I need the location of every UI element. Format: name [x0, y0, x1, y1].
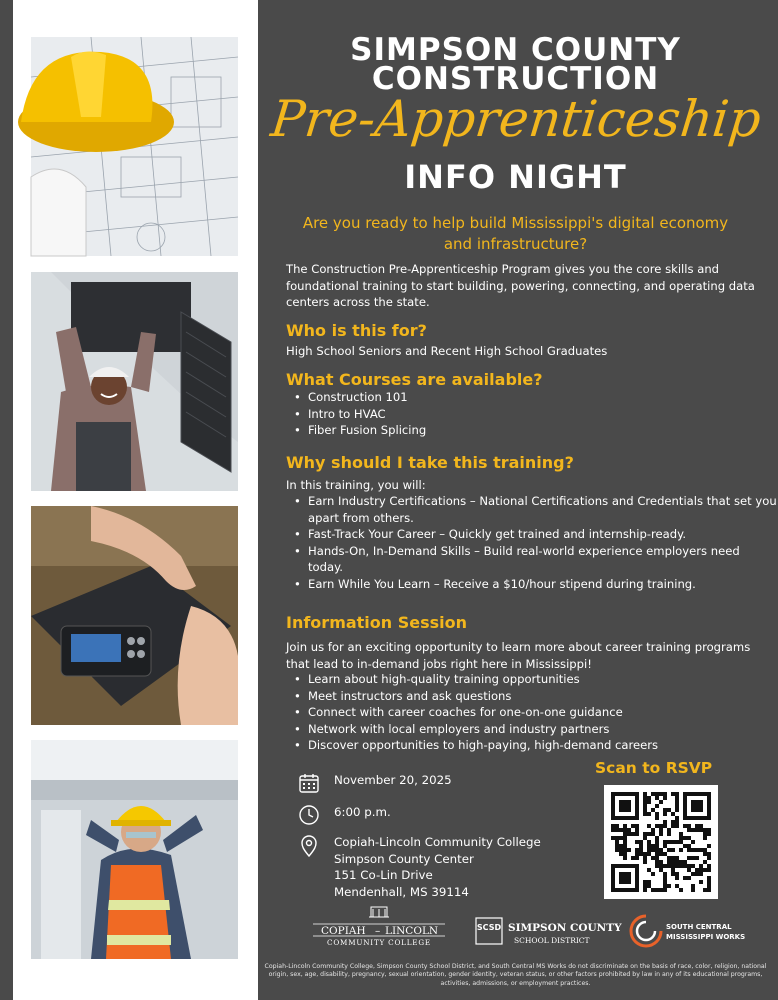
list-item: • Earn Industry Certifications – National Certifications and Credentials that set you apart from others. [308, 493, 778, 526]
list-item: • Meet instructors and ask questions [308, 688, 778, 705]
colin-subtitle: COMMUNITY COLLEGE [327, 938, 431, 947]
list-item: • Fast-Track Your Career – Quickly get trained and internship-ready. [308, 526, 778, 543]
scsd-subtitle: SCHOOL DISTRICT [514, 936, 590, 945]
list-item: • Discover opportunities to high-paying, high-demand careers [308, 737, 778, 754]
list-item: • Earn While You Learn – Receive a $10/hour stipend during training. [308, 576, 778, 593]
list-item: • Connect with career coaches for one-on-one guidance [308, 704, 778, 721]
who-text: High School Seniors and Recent High School Graduates [286, 344, 608, 358]
list-item: • Fiber Fusion Splicing [308, 422, 778, 439]
title-line-info-night: INFO NIGHT [404, 158, 627, 196]
lead-question: Are you ready to help build Mississippi's digital economy and infrastructure? [302, 214, 729, 253]
colin-name-right: LINCOLN [385, 925, 439, 937]
colin-name-left: COPIAH [321, 925, 366, 937]
event-time: 6:00 p.m. [334, 805, 391, 819]
courses-heading: What Courses are available? [286, 370, 543, 389]
event-location [334, 834, 541, 900]
rsvp-label: Scan to RSVP [595, 759, 713, 777]
scsd-name: SIMPSON COUNTY [508, 922, 622, 934]
flyer-content [258, 0, 777, 1000]
photo-strip [0, 0, 258, 1000]
hvac-technician-photo [31, 272, 238, 491]
event-date-row [298, 772, 452, 794]
list-item: • Learn about high-quality training opportunities [308, 671, 778, 688]
scsd-mark: SCSD [476, 923, 502, 932]
construction-worker-photo [31, 740, 238, 959]
why-heading: Why should I take this training? [286, 453, 574, 472]
scmw-line-1: SOUTH CENTRAL [666, 923, 732, 931]
location-line: 151 Co-Lin Drive [334, 868, 433, 882]
fiber-splicing-photo [31, 506, 238, 725]
calendar-icon [298, 772, 320, 794]
location-line: Copiah-Lincoln Community College [334, 835, 541, 849]
list-item: • Intro to HVAC [308, 406, 778, 423]
location-line: Mendenhall, MS 39114 [334, 884, 469, 899]
map-pin-icon [298, 834, 320, 856]
title-line-pre-apprenticeship: Pre-Apprenticeship [268, 90, 764, 148]
svg-text:–: – [375, 925, 381, 937]
rsvp-qr-code[interactable] [604, 785, 718, 899]
who-heading: Who is this for? [286, 321, 427, 340]
list-item: • Construction 101 [308, 389, 778, 406]
why-intro: In this training, you will: [286, 478, 426, 492]
non-discrimination-disclaimer: Copiah-Lincoln Community College, Simpson County School District, and South Central MS Works do not discriminate on the basis of race, color, religion, national origin, sex, age, disability, pregnancy, sexual orientation, gender identity, veteran status, or other factors prohibited by law in any of its educational programs, activities, admissions, or employment practices. [264, 963, 767, 987]
event-location-row [298, 834, 541, 900]
event-date: November 20, 2025 [334, 773, 452, 787]
title-line-county: SIMPSON COUNTY [350, 32, 681, 68]
south-central-mississippi-works-logo [628, 913, 750, 949]
intro-paragraph: The Construction Pre-Apprenticeship Program gives you the core skills and foundational training to start building, powering, connecting, and operating data centers across the state. [286, 262, 755, 309]
simpson-county-school-district-logo [476, 916, 622, 952]
courses-list [286, 389, 778, 439]
title-line-construction: CONSTRUCTION [371, 61, 660, 97]
location-line: Simpson County Center [334, 851, 474, 866]
scmw-line-2: MISSISSIPPI WORKS [666, 933, 746, 941]
copiah-lincoln-logo [313, 905, 445, 947]
hardhat-blueprint-photo [31, 37, 238, 256]
event-time-row [298, 804, 391, 826]
info-session-text: Join us for an exciting opportunity to learn more about career training programs that lead to in-demand jobs right here in Mississippi! [286, 640, 751, 671]
list-item: • Network with local employers and industry partners [308, 721, 778, 738]
clock-icon [298, 804, 320, 826]
info-session-heading: Information Session [286, 613, 468, 632]
info-session-list [286, 671, 778, 754]
list-item: • Hands-On, In-Demand Skills – Build real-world experience employers need today. [308, 543, 778, 576]
why-list [286, 493, 778, 592]
